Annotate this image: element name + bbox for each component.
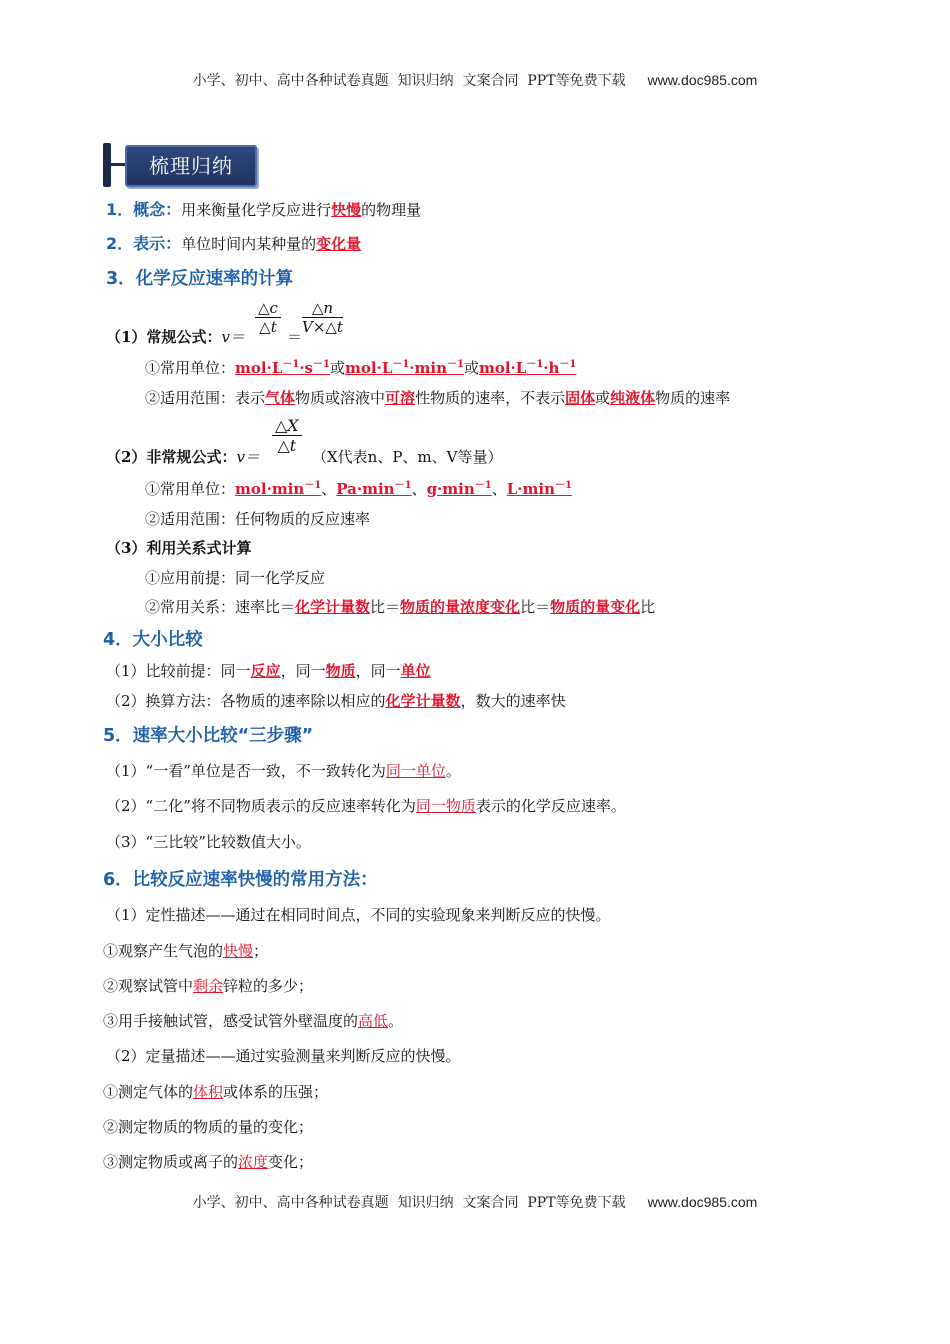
p2u2: Pa·min: [336, 480, 395, 498]
s6-title: 6．比较反应速率快慢的常用方法：: [103, 870, 378, 890]
s6-item-e: ②测定物质的物质的量的变化；: [103, 1118, 314, 1136]
sep3: 、: [491, 480, 507, 498]
badge-bar: [103, 143, 111, 187]
badge-label: 梳理归纳: [125, 145, 257, 187]
p2-numerator: △X: [272, 416, 302, 436]
u2a: mol·L: [344, 359, 393, 377]
p3-relation-line: [145, 596, 655, 617]
p1-f1-denominator: △t: [259, 318, 277, 336]
p1-f1-numerator: △c: [255, 299, 281, 318]
s6-f-keyword: 浓度: [238, 1153, 269, 1171]
s6-b-pre: ②观察试管中: [103, 977, 194, 995]
p2-denominator: △t: [277, 436, 297, 455]
s2-pre: 单位时间内某种量的: [181, 235, 317, 253]
page-footer: [0, 1192, 950, 1212]
s4-l2-pre: （2）换算方法：各物质的速率除以相应的: [106, 692, 386, 710]
u2b: ·min: [409, 359, 447, 377]
p1-kw-gas: 气体: [265, 389, 296, 407]
p1-t1: 物质或溶液中: [295, 389, 386, 407]
header-text: 小学、初中、高中各种试卷真题 知识归纳 文案合同 PPT等免费下载: [192, 73, 626, 89]
s6-item-c: [103, 1010, 403, 1031]
u1-exp-b: －1: [313, 359, 330, 370]
p1-units-line: [145, 357, 576, 378]
p2u1: mol·min: [235, 480, 305, 498]
p2-scope: ②适用范围：任何物质的反应速率: [145, 510, 371, 528]
s5-l1-keyword: 同一单位: [385, 762, 446, 780]
p1-v: v＝: [221, 328, 245, 346]
s5-line-3: （3）“三比较”比较数值大小。: [106, 833, 311, 851]
p2u4: L·min: [506, 480, 555, 498]
p3-t1: 比＝: [370, 598, 401, 616]
u2-exp-b: －1: [447, 359, 464, 370]
p1-scope-pre: ②适用范围：表示: [145, 389, 266, 407]
p1-formula-line: [106, 326, 245, 347]
p1-or-1: 或: [329, 359, 345, 377]
s6-a-keyword: 快慢: [223, 942, 254, 960]
p2-unit-2: [336, 480, 411, 498]
s1-line: [106, 197, 421, 220]
p1-t3: 或: [595, 389, 611, 407]
s6-c-keyword: 高低: [358, 1012, 389, 1030]
s6-b-post: 锌粒的多少；: [223, 977, 314, 995]
p2-unit-1: [235, 480, 321, 498]
s2-keyword: 变化量: [316, 235, 362, 253]
header-url[interactable]: www.doc985.com: [647, 72, 758, 88]
s6-q1: （1）定性描述——通过在相同时间点，不同的实验现象来判断反应的快慢。: [106, 906, 611, 924]
footer-url[interactable]: www.doc985.com: [647, 1194, 758, 1210]
p2-units-line: [145, 478, 572, 499]
p2-note: （X代表n、P、m、V等量）: [312, 448, 503, 466]
p2u3-exp: －1: [474, 480, 492, 491]
s6-item-b: [103, 975, 313, 996]
s5-line-2: [106, 795, 626, 816]
p1-f2-numerator: △n: [302, 299, 343, 318]
s6-a-post: ；: [253, 942, 269, 960]
p1-kw-liquid: 纯液体: [610, 389, 656, 407]
p3-t2: 比＝: [520, 598, 551, 616]
s4-l2-post: ，数大的速率快: [460, 692, 566, 710]
p1-unit-3: [479, 359, 576, 377]
s1-pre: 用来衡量化学反应进行: [181, 201, 332, 219]
u3a: mol·L: [478, 359, 527, 377]
p3-premise: ①应用前提：同一化学反应: [145, 569, 326, 587]
s5-l2-post: 表示的化学反应速率。: [475, 797, 626, 815]
s6-item-f: [103, 1151, 313, 1172]
s2-title: 2．表示：: [106, 234, 182, 253]
s4-l1-pre: （1）比较前提：同一: [106, 662, 251, 680]
p3-t3: 比: [640, 598, 656, 616]
s6-f-pre: ③测定物质或离子的: [103, 1153, 239, 1171]
p3-label: （3）利用关系式计算: [106, 539, 252, 557]
p1-kw-soluble: 可溶: [385, 389, 416, 407]
p2-v: v＝: [236, 448, 260, 466]
s6-d-keyword: 体积: [193, 1083, 224, 1101]
p2-formula-line: [106, 446, 260, 467]
s4-t1: ，同一: [280, 662, 326, 680]
u3-exp-b: －1: [559, 359, 577, 370]
u1b: ·s: [299, 359, 313, 377]
s6-f-post: 变化；: [268, 1153, 314, 1171]
s1-keyword: 快慢: [331, 201, 362, 219]
p1-kw-solid: 固体: [565, 389, 596, 407]
sep1: 、: [321, 480, 337, 498]
s6-d-pre: ①测定气体的: [103, 1083, 194, 1101]
s6-c-pre: ③用手接触试管，感受试管外壁温度的: [103, 1012, 359, 1030]
p2u2-exp: －1: [394, 480, 412, 491]
s4-title: 4．大小比较: [103, 630, 203, 650]
u3b: ·h: [543, 359, 560, 377]
p2-unit-pre: ①常用单位：: [145, 480, 236, 498]
p3-b-pre: ②常用关系：速率比＝: [145, 598, 296, 616]
s6-item-d: [103, 1081, 328, 1102]
p1-or-2: 或: [463, 359, 479, 377]
s6-d-post: 或体系的压强；: [223, 1083, 329, 1101]
p1-unit-2: [345, 359, 464, 377]
p1-equals: ＝: [287, 328, 303, 346]
section-badge: [103, 143, 263, 189]
p1-unit-1: [235, 359, 330, 377]
u3-exp-a: －1: [526, 359, 544, 370]
p1-fraction-2: [302, 299, 343, 336]
s6-b-keyword: 剩余: [193, 977, 224, 995]
p2u3: g·min: [426, 480, 475, 498]
p2-label: （2）非常规公式：: [106, 448, 237, 466]
p2-unit-4: [507, 480, 572, 498]
p2u1-exp: －1: [304, 480, 322, 491]
s5-l2-pre: （2）“二化”将不同物质表示的反应速率转化为: [106, 797, 416, 815]
p1-fraction-1: [255, 299, 281, 336]
s4-t2: ，同一: [355, 662, 401, 680]
s1-post: 的物理量: [361, 201, 422, 219]
s4-kw-2: 物质: [325, 662, 356, 680]
s6-a-pre: ①观察产生气泡的: [103, 942, 224, 960]
s5-line-1: [106, 760, 461, 781]
s6-c-post: 。: [388, 1012, 404, 1030]
p1-label: （1）常规公式：: [106, 328, 222, 346]
s5-l2-keyword: 同一物质: [415, 797, 476, 815]
p3-kw-1: 化学计量数: [295, 598, 371, 616]
p1-f2-denominator: V×△t: [302, 318, 343, 336]
page-header: [0, 70, 950, 90]
p1-t2: 性物质的速率，不表示: [415, 389, 566, 407]
s4-kw-1: 反应: [250, 662, 281, 680]
u1-exp-a: －1: [282, 359, 300, 370]
s6-q2: （2）定量描述——通过实验测量来判断反应的快慢。: [106, 1047, 461, 1065]
p3-kw-2: 物质的量浓度变化: [400, 598, 521, 616]
s5-l1-pre: （1）“一看”单位是否一致，不一致转化为: [106, 762, 386, 780]
s5-l1-post: 。: [445, 762, 461, 780]
p1-t4: 物质的速率: [655, 389, 731, 407]
s4-kw-3: 单位: [400, 662, 431, 680]
p3-kw-3: 物质的量变化: [550, 598, 641, 616]
s3-title: 3．化学反应速率的计算: [106, 269, 294, 289]
p2-fraction: [272, 416, 302, 455]
p2u4-exp: －1: [554, 480, 572, 491]
p2-unit-3: [427, 480, 492, 498]
p1-scope-line: [145, 387, 730, 408]
u2-exp-a: －1: [392, 359, 410, 370]
footer-text: 小学、初中、高中各种试卷真题 知识归纳 文案合同 PPT等免费下载: [192, 1195, 626, 1211]
sep2: 、: [411, 480, 427, 498]
s5-title: 5．速率大小比较“三步骤”: [103, 726, 314, 746]
s4-line-2: [106, 690, 566, 711]
s4-line-1: [106, 660, 431, 681]
s2-line: [106, 231, 361, 254]
s4-kw-4: 化学计量数: [385, 692, 461, 710]
u1a: mol·L: [235, 359, 283, 377]
p1-unit-pre: ①常用单位：: [145, 359, 236, 377]
s6-item-a: [103, 940, 268, 961]
s1-title: 1．概念：: [106, 200, 182, 219]
